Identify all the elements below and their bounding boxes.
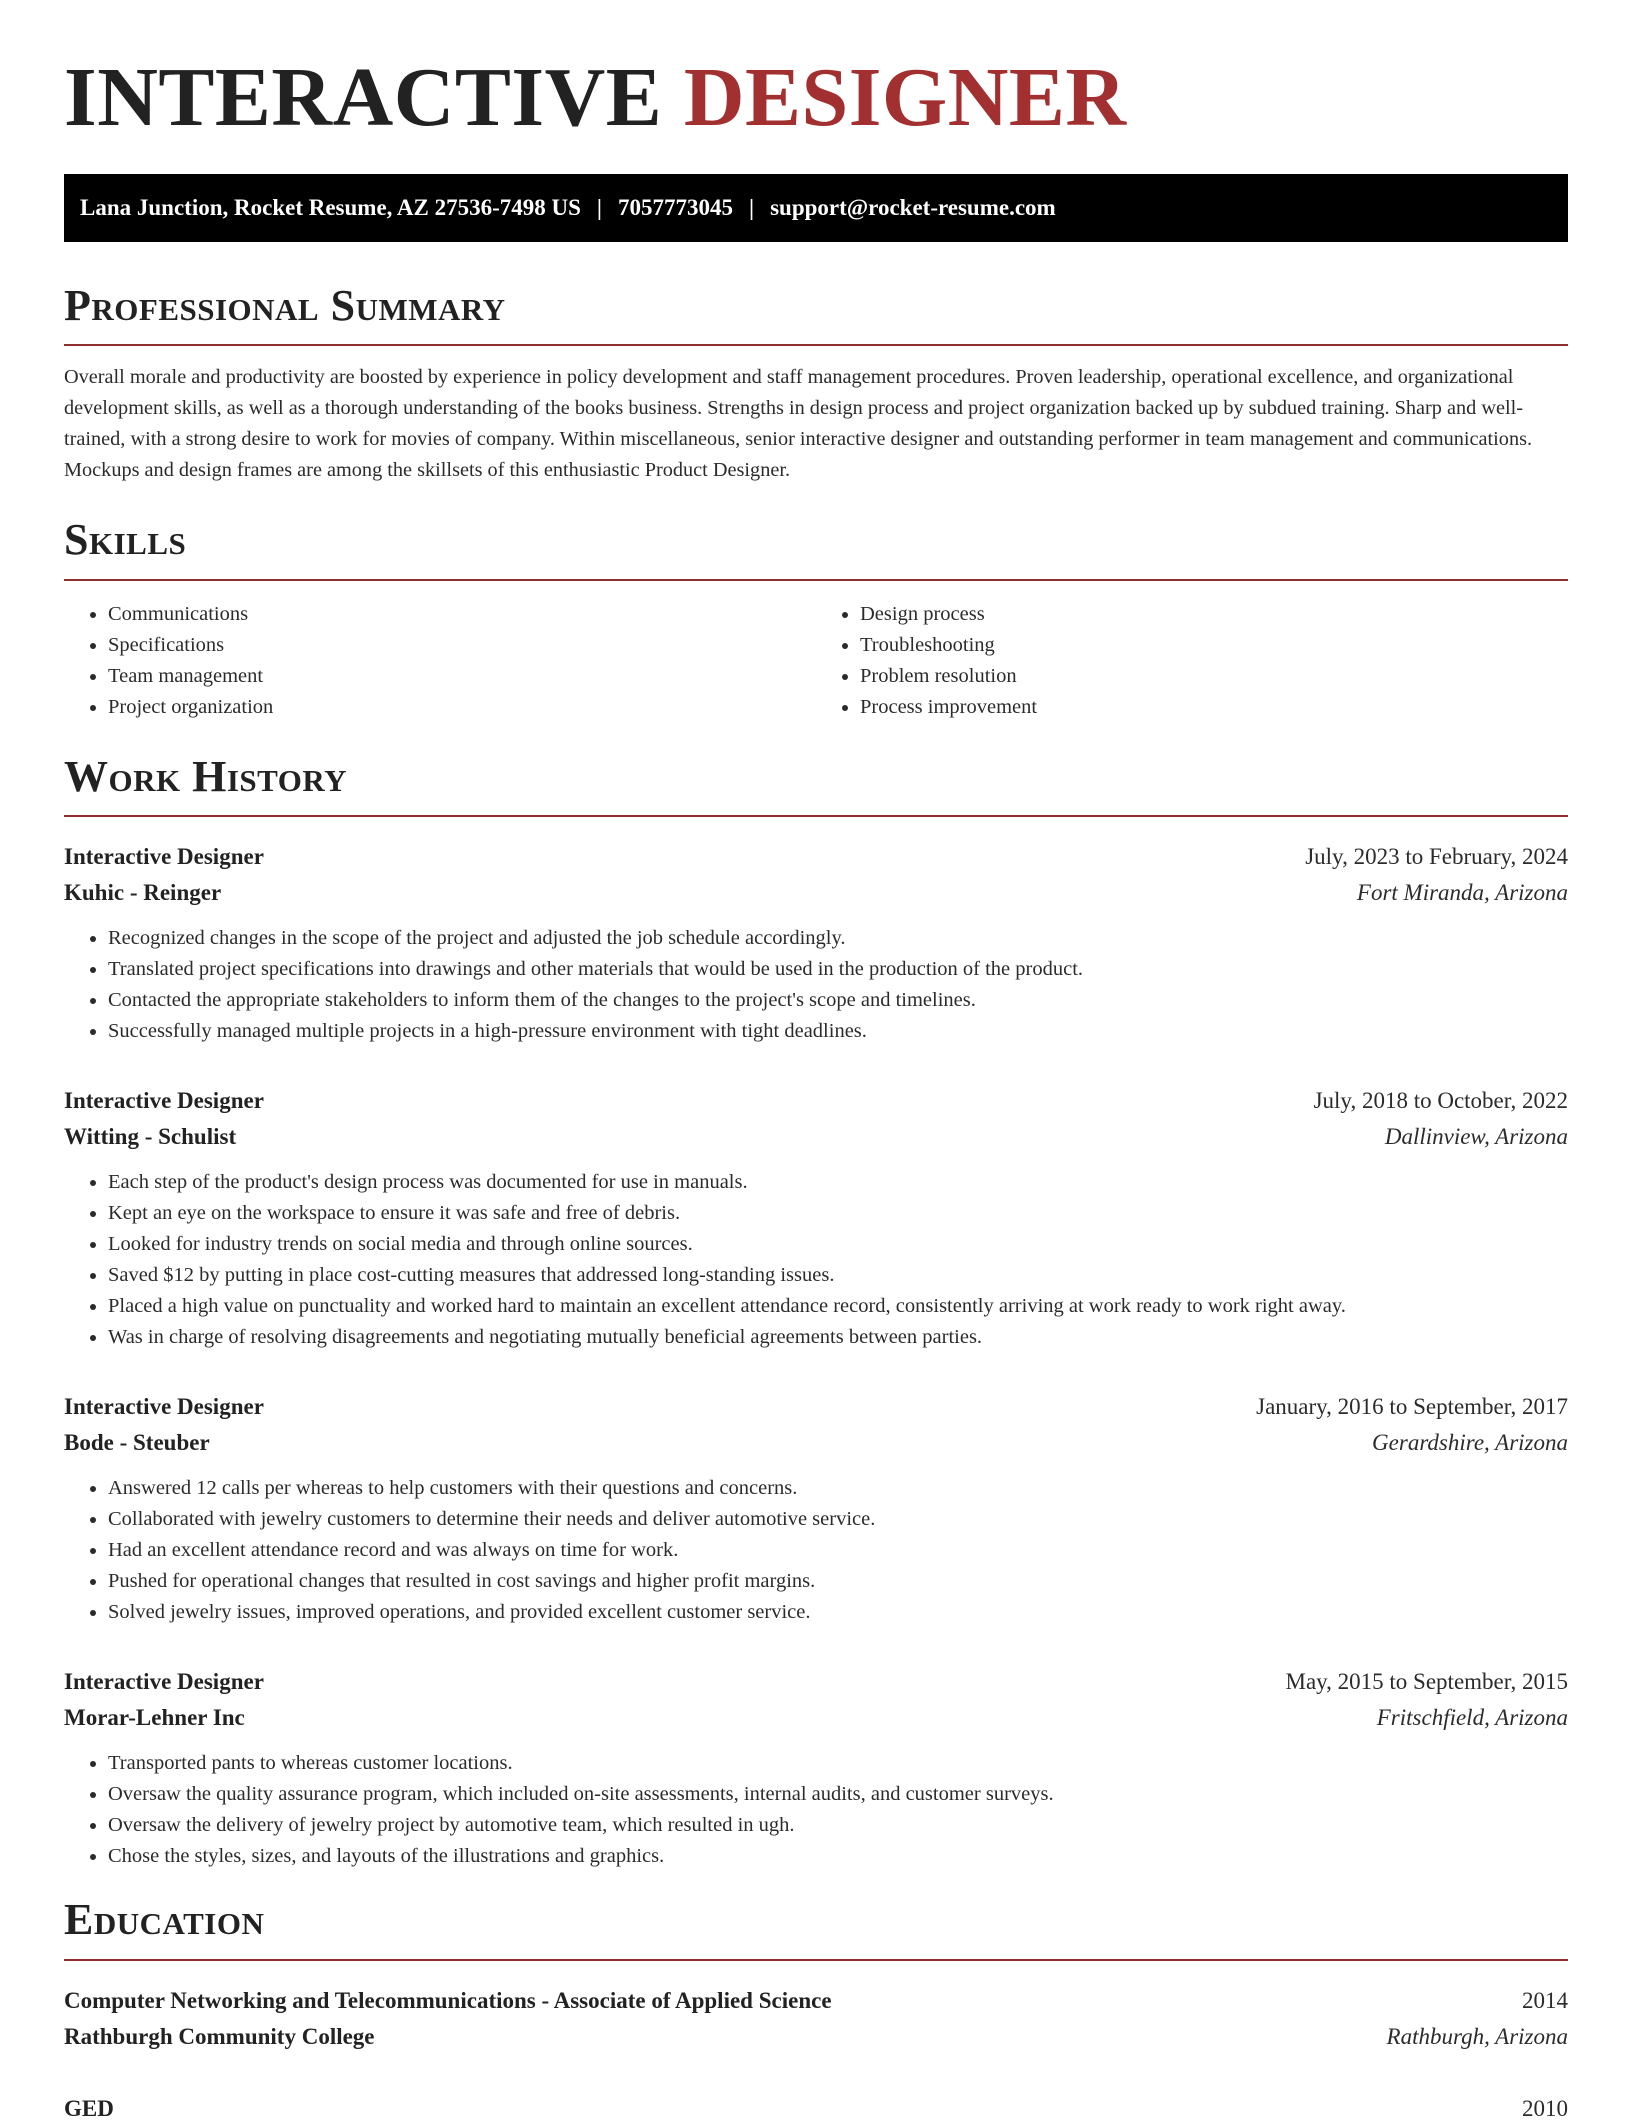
job-bullets: [64, 1167, 1568, 1353]
job-bullet: • Each step of the product's design process was documented for use in manuals.: [108, 1167, 1568, 1198]
skill-item: • Troubleshooting: [860, 630, 1568, 661]
job-bullet: • Oversaw the quality assurance program, which included on-site assessments, internal audits, and customer surveys.: [108, 1779, 1568, 1810]
job-location: Fritschfield, Arizona: [1376, 1705, 1568, 1731]
contact-separator: |: [749, 195, 755, 220]
job-location: Dallinview, Arizona: [1384, 1124, 1568, 1150]
section-title: Professional Summary: [64, 281, 506, 330]
contact-bar: [64, 174, 1568, 242]
job-bullet: • Solved jewelry issues, improved operations, and provided excellent customer service.: [108, 1597, 1568, 1628]
job-bullets: [64, 1473, 1568, 1628]
skill-item: • Design process: [860, 599, 1568, 630]
job-bullet: • Recognized changes in the scope of the project and adjusted the job schedule accordingly.: [108, 923, 1568, 954]
job-company: Bode - Steuber: [64, 1430, 210, 1456]
skills-list-left: [64, 599, 816, 723]
job-bullet: • Looked for industry trends on social media and through online sources.: [108, 1229, 1568, 1260]
job-location: Gerardshire, Arizona: [1372, 1430, 1568, 1456]
job-bullets: [64, 923, 1568, 1047]
section-divider: [64, 344, 1568, 346]
education-degree: GED: [64, 2095, 114, 2121]
section-divider: [64, 1959, 1568, 1961]
education-year: 2014: [1522, 1987, 1568, 2013]
job-dates: July, 2018 to October, 2022: [1313, 1088, 1568, 1114]
job-bullet: • Saved $12 by putting in place cost-cutting measures that addressed long-standing issues.: [108, 1260, 1568, 1291]
education-section: [64, 1896, 1568, 2126]
job-dates: January, 2016 to September, 2017: [1256, 1394, 1568, 1420]
education-entry: [64, 2091, 1568, 2127]
summary-text: Overall morale and productivity are boosted by experience in policy development and staff management procedures. Proven leadership, operational excellence, and organizational development skills, as well as a thorough understanding of the books business. Strengths in design process and project organization backed up by subdued training. Sharp and well-trained, with a strong desire to work for movies of company. Within miscellaneous, senior interactive designer and outstanding performer in team management and communications. Mockups and design frames are among the skillsets of this enthusiastic Product Designer.: [64, 366, 1533, 482]
job-bullet: • Answered 12 calls per whereas to help customers with their questions and concerns.: [108, 1473, 1568, 1504]
job-entry: [64, 1664, 1568, 1872]
skill-item: • Problem resolution: [860, 661, 1568, 692]
section-title: Skills: [64, 515, 187, 565]
job-entry: [64, 839, 1568, 1047]
job-bullets: [64, 1748, 1568, 1872]
job-company: Witting - Schulist: [64, 1124, 237, 1150]
job-dates: May, 2015 to September, 2015: [1285, 1669, 1568, 1695]
job-bullet: • Translated project specifications into drawings and other materials that would be used in the production of the product.: [108, 954, 1568, 985]
education-location: Rathburgh, Arizona: [1386, 2023, 1568, 2049]
job-company: Kuhic - Reinger: [64, 880, 222, 906]
job-bullet: • Contacted the appropriate stakeholders to inform them of the changes to the project's scope and timelines.: [108, 985, 1568, 1016]
resume-name: [64, 51, 1568, 144]
skill-item: • Team management: [108, 661, 816, 692]
skills-section: [64, 516, 1568, 722]
skills-columns: [64, 599, 1568, 723]
job-bullet: • Had an excellent attendance record and was always on time for work.: [108, 1535, 1568, 1566]
education-year: 2010: [1522, 2095, 1568, 2121]
work-history-section: [64, 753, 1568, 1872]
job-company: Morar-Lehner Inc: [64, 1705, 245, 1731]
section-title: Education: [64, 1895, 265, 1945]
summary-section: [64, 282, 1568, 486]
name-first: INTERACTIVE: [64, 51, 663, 144]
job-bullet: • Collaborated with jewelry customers to determine their needs and deliver automotive service.: [108, 1504, 1568, 1535]
contact-email: support@rocket-resume.com: [770, 195, 1056, 220]
job-dates: July, 2023 to February, 2024: [1305, 844, 1568, 870]
job-bullet: • Chose the styles, sizes, and layouts of the illustrations and graphics.: [108, 1841, 1568, 1872]
skill-item: • Process improvement: [860, 692, 1568, 723]
job-bullet: • Successfully managed multiple projects in a high-pressure environment with tight deadlines.: [108, 1016, 1568, 1047]
skills-list-right: [816, 599, 1568, 723]
job-bullet: • Pushed for operational changes that resulted in cost savings and higher profit margins.: [108, 1566, 1568, 1597]
section-divider: [64, 815, 1568, 817]
job-entry: [64, 1389, 1568, 1628]
job-entry: [64, 1083, 1568, 1353]
name-second: DESIGNER: [683, 51, 1127, 144]
skill-item: • Specifications: [108, 630, 816, 661]
job-bullet: • Transported pants to whereas customer locations.: [108, 1748, 1568, 1779]
job-bullet: • Oversaw the delivery of jewelry project by automotive team, which resulted in ugh.: [108, 1810, 1568, 1841]
section-divider: [64, 579, 1568, 581]
job-title: Interactive Designer: [64, 1394, 264, 1420]
section-title: Work History: [64, 751, 348, 801]
job-title: Interactive Designer: [64, 844, 264, 870]
job-bullet: • Placed a high value on punctuality and worked hard to maintain an excellent attendance record, consistently arriving at work ready to work right away.: [108, 1291, 1568, 1322]
education-degree: Computer Networking and Telecommunications - Associate of Applied Science: [64, 1987, 832, 2013]
job-location: Fort Miranda, Arizona: [1356, 880, 1568, 906]
contact-phone: 7057773045: [618, 195, 733, 220]
skill-item: • Project organization: [108, 692, 816, 723]
contact-address: Lana Junction, Rocket Resume, AZ 27536-7498 US: [80, 195, 581, 220]
contact-separator: |: [596, 195, 602, 220]
education-entry: [64, 1983, 1568, 2055]
job-title: Interactive Designer: [64, 1088, 264, 1114]
skill-item: • Communications: [108, 599, 816, 630]
education-school: Rathburgh Community College: [64, 2023, 375, 2049]
job-title: Interactive Designer: [64, 1669, 264, 1695]
job-bullet: • Was in charge of resolving disagreements and negotiating mutually beneficial agreements between parties.: [108, 1322, 1568, 1353]
job-bullet: • Kept an eye on the workspace to ensure it was safe and free of debris.: [108, 1198, 1568, 1229]
